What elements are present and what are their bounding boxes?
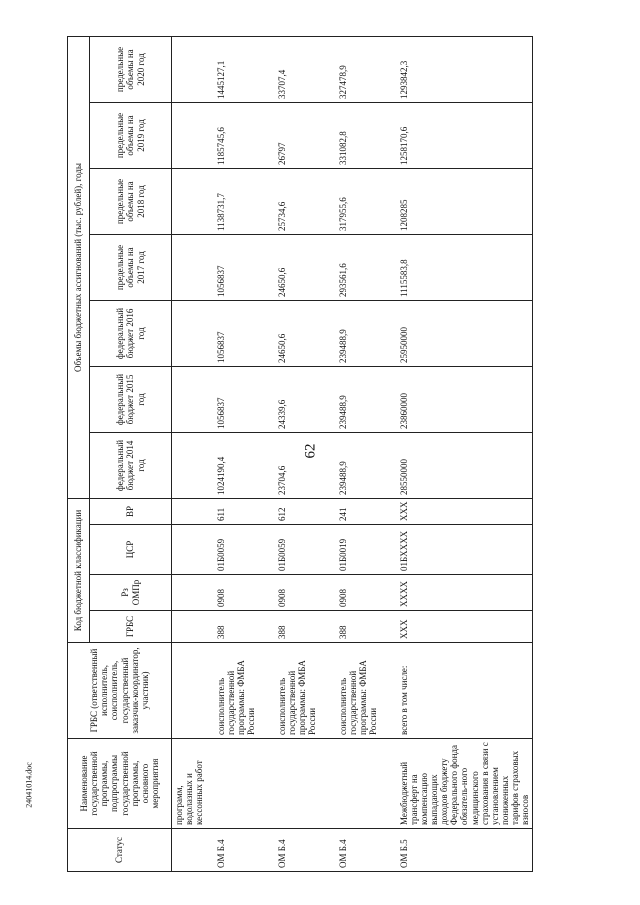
cell-rz: XXXX: [397, 575, 533, 611]
cell-2018: 317955,6: [336, 168, 397, 234]
header-2019: предельные объемы на 2019 год: [90, 102, 172, 168]
cell-2015: 1056837: [214, 366, 275, 432]
header-status: Статус: [68, 829, 172, 872]
cell-2017: 24650,6: [275, 234, 336, 300]
cell-2014: 1024190,4: [214, 432, 275, 498]
cell-status: ОМ Б.5: [397, 829, 533, 872]
cell-rz: 0908: [336, 575, 397, 611]
cell-2016: 1056837: [214, 300, 275, 366]
cell-name: [275, 739, 336, 829]
cell-2016: 239488,9: [336, 300, 397, 366]
cell-csr: 01Б0059: [275, 525, 336, 575]
cell-vr: XXX: [397, 498, 533, 524]
cell-grbs-code: XXX: [397, 611, 533, 643]
cell-2019: 26797: [275, 102, 336, 168]
cell-2015: 239488,9: [336, 366, 397, 432]
cell-2015: 23860000: [397, 366, 533, 432]
cell-2017: 293561,6: [336, 234, 397, 300]
cell-vr: 612: [275, 498, 336, 524]
cell-2019: 1185745,6: [214, 102, 275, 168]
header-csr: ЦСР: [90, 525, 172, 575]
header-name: Наименование государственной программы, подпрограммы государственной программы, основного мероприятия: [68, 739, 172, 829]
cell-2014: 28550000: [397, 432, 533, 498]
cell-vr: 611: [214, 498, 275, 524]
header-vr: ВР: [90, 498, 172, 524]
cell-grbs-code: 388: [336, 611, 397, 643]
cell-2018: 1208285: [397, 168, 533, 234]
header-2015: федеральный бюджет 2015 год: [90, 366, 172, 432]
table-row: [214, 36, 275, 871]
cell-status: ОМ Б.4: [214, 829, 275, 872]
cell-csr: 01БXXXX: [397, 525, 533, 575]
header-grbs: ГРБС (ответственный исполнитель, соисполнитель, государственный заказчик-координатор, участник): [68, 643, 172, 739]
cell-grbs: соисполнитель государственной программы: ФМБА России: [214, 643, 275, 739]
cell-csr: 01Б0059: [214, 525, 275, 575]
cell-2016: 24650,6: [275, 300, 336, 366]
cell-2019: 1258170,6: [397, 102, 533, 168]
cell-grbs-code: 388: [214, 611, 275, 643]
cell-status: ОМ Б.4: [275, 829, 336, 872]
table-row: [275, 36, 336, 871]
header-rz: Рз ОМПр: [90, 575, 172, 611]
cell-2018: 1138731,7: [214, 168, 275, 234]
cell-grbs: всего в том числе:: [397, 643, 533, 739]
table-row-continuation: [172, 36, 215, 871]
table-row: [336, 36, 397, 871]
budget-table: [67, 36, 533, 872]
cell-2017: 1056837: [214, 234, 275, 300]
cell-status: ОМ Б.4: [336, 829, 397, 872]
cell-2016: 25950000: [397, 300, 533, 366]
header-budget-group: Объемы бюджетных ассигнований (тыс. рублей), годы: [68, 36, 90, 498]
rotated-table-container: [67, 37, 568, 872]
cell-name: Межбюджетный трансферт на компенсацию выпадающих доходов бюджету Федерального фонда обязатель-ного медицинского страхования в связи с установлением пониженных тарифов страховых взносов: [397, 739, 533, 829]
cell-2020: 1445127,1: [214, 36, 275, 102]
cell-csr: 01Б0019: [336, 525, 397, 575]
cell-2014: 239488,9: [336, 432, 397, 498]
header-grbs-code: ГРБС: [90, 611, 172, 643]
cell-2019: 331082,8: [336, 102, 397, 168]
header-2017: предельные объемы на 2017 год: [90, 234, 172, 300]
header-2018: предельные объемы на 2018 год: [90, 168, 172, 234]
header-2014: федеральный бюджет 2014 год: [90, 432, 172, 498]
cell-2020: 1293842,3: [397, 36, 533, 102]
continuation-name: программ, водолазных и кессонных работ: [172, 739, 215, 829]
page-number: 62: [302, 443, 319, 459]
cell-name: [214, 739, 275, 829]
footer-filename: 24041014.doc: [24, 762, 34, 808]
header-code-group: Код бюджетной классификации: [68, 498, 90, 642]
cell-2017: 1115583,8: [397, 234, 533, 300]
cell-2020: 33707,4: [275, 36, 336, 102]
cell-grbs-code: 388: [275, 611, 336, 643]
cell-vr: 241: [336, 498, 397, 524]
table-row: [397, 36, 533, 871]
header-2020: предельные объемы на 2020 год: [90, 36, 172, 102]
cell-grbs: соисполнитель государственной программы: ФМБА России: [336, 643, 397, 739]
cell-name: [336, 739, 397, 829]
cell-rz: 0908: [275, 575, 336, 611]
cell-2018: 25734,6: [275, 168, 336, 234]
cell-grbs: соисполнитель государственной программы: ФМБА России: [275, 643, 336, 739]
cell-2015: 24339,6: [275, 366, 336, 432]
cell-rz: 0908: [214, 575, 275, 611]
header-2016: федеральный бюджет 2016 год: [90, 300, 172, 366]
cell-2014: 23704,6: [275, 432, 336, 498]
cell-2020: 327478,9: [336, 36, 397, 102]
